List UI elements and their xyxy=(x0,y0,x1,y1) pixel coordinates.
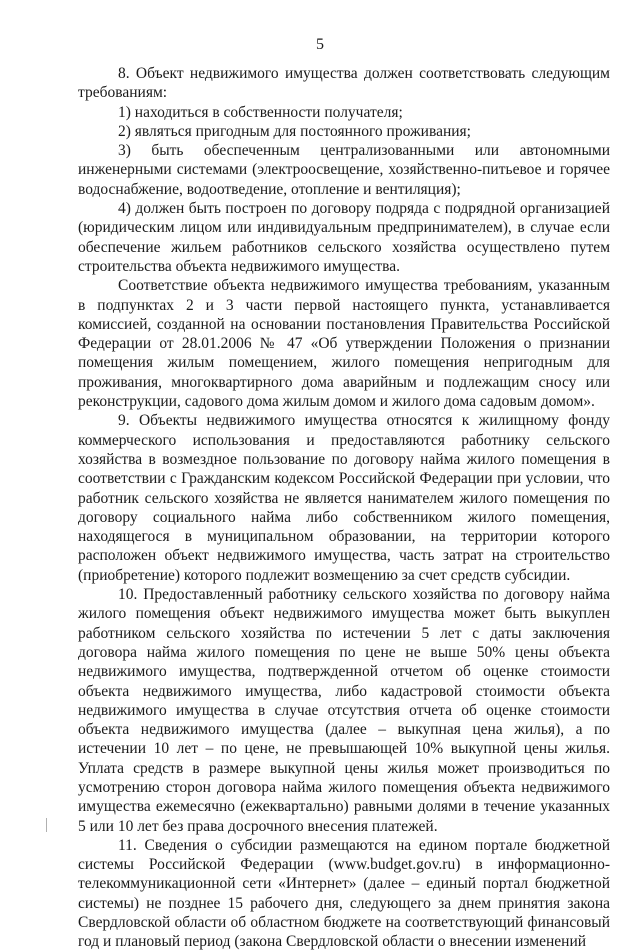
paragraph-10: 10. Предоставленный работнику сельского хозяйства по договору найма жилого помещения объект недвижимого имущества может быть выкуплен работником сельского хозяйства по истечении 5 лет с даты заключения договора найма жилого помещения по цене не выше 50% цены объекта недвижимого имущества, подтвержденной отчетом об оценке стоимости объекта недвижимого имущества, либо кадастровой стоимости объекта недвижимого имущества в случае отсутствия отчета об оценке стоимости объекта недвижимого имущества (далее – выкупная цена жилья), а по истечении 10 лет – по цене, не превышающей 10% выкупной цены жилья. Уплата средств в размере выкупной цены жилья может производиться по усмотрению сторон договора найма жилого помещения объекта недвижимого имущества ежемесячно (ежеквартально) равными долями в течение указанных 5 или 10 лет без права досрочного внесения платежей. xyxy=(78,586,610,835)
paragraph-11: 11. Сведения о субсидии размещаются на едином портале бюджетной системы Российской Федерации (www.budget.gov.ru) в информационно-телекоммуникационной сети «Интернет» (далее – единый портал бюджетной системы) не позднее 15 рабочего дня, следующего за днем принятия закона Свердловской области об областном бюджете на соответствующий финансовый год и плановый период (закона Свердловской области о внесении изменений xyxy=(78,836,610,951)
list-item-1: 1) находиться в собственности получателя; xyxy=(118,103,403,121)
list-item-3: 3) быть обеспеченным централизованными или автономными инженерными системами (электроосвещение, хозяйственно-питьевое и горячее водоснабжение, водоотведение, отопление и вентиляция); xyxy=(78,142,610,198)
page-number: 5 xyxy=(316,36,324,53)
paragraph-8: 8. Объект недвижимого имущества должен соответствовать следующим требованиям: xyxy=(78,65,610,102)
paragraph-9: 9. Объекты недвижимого имущества относятся к жилищному фонду коммерческого использования и предоставляются работнику сельского хозяйства в возмездное пользование по договору найма жилого помещения в соответствии с Гражданским кодексом Российской Федерации при условии, что работник сельского хозяйства не является нанимателем жилого помещения по договору социального найма либо собственником жилого помещения, находящегося в муниципальном образовании, на территории которого расположен объект недвижимого имущества, часть затрат на строительство (приобретение) которого подлежит возмещению за счет средств субсидии. xyxy=(78,412,610,584)
list-item-2: 2) являться пригодным для постоянного проживания; xyxy=(118,122,471,140)
paragraph-compliance: Соответствие объекта недвижимого имущества требованиям, указанным в подпунктах 2 и 3 части первой настоящего пункта, устанавливается комиссией, созданной на основании постановления Правительства Российской Федерации от 28.01.2006 № 47 «Об утверждении Положения о признании помещения жилым помещением, жилого помещения непригодным для проживания, многоквартирного дома аварийным и подлежащим сносу или реконструкции, садового дома жилым домом и жилого дома садовым домом». xyxy=(78,277,610,411)
scan-margin-mark xyxy=(46,818,47,832)
document-body xyxy=(78,64,610,952)
list-item-4: 4) должен быть построен по договору подряда с подрядной организацией (юридическим лицом или индивидуальным предпринимателем), в случае если обеспечение жильем работников сельского хозяйства осуществлено путем строительства объекта недвижимого имущества. xyxy=(78,200,610,275)
